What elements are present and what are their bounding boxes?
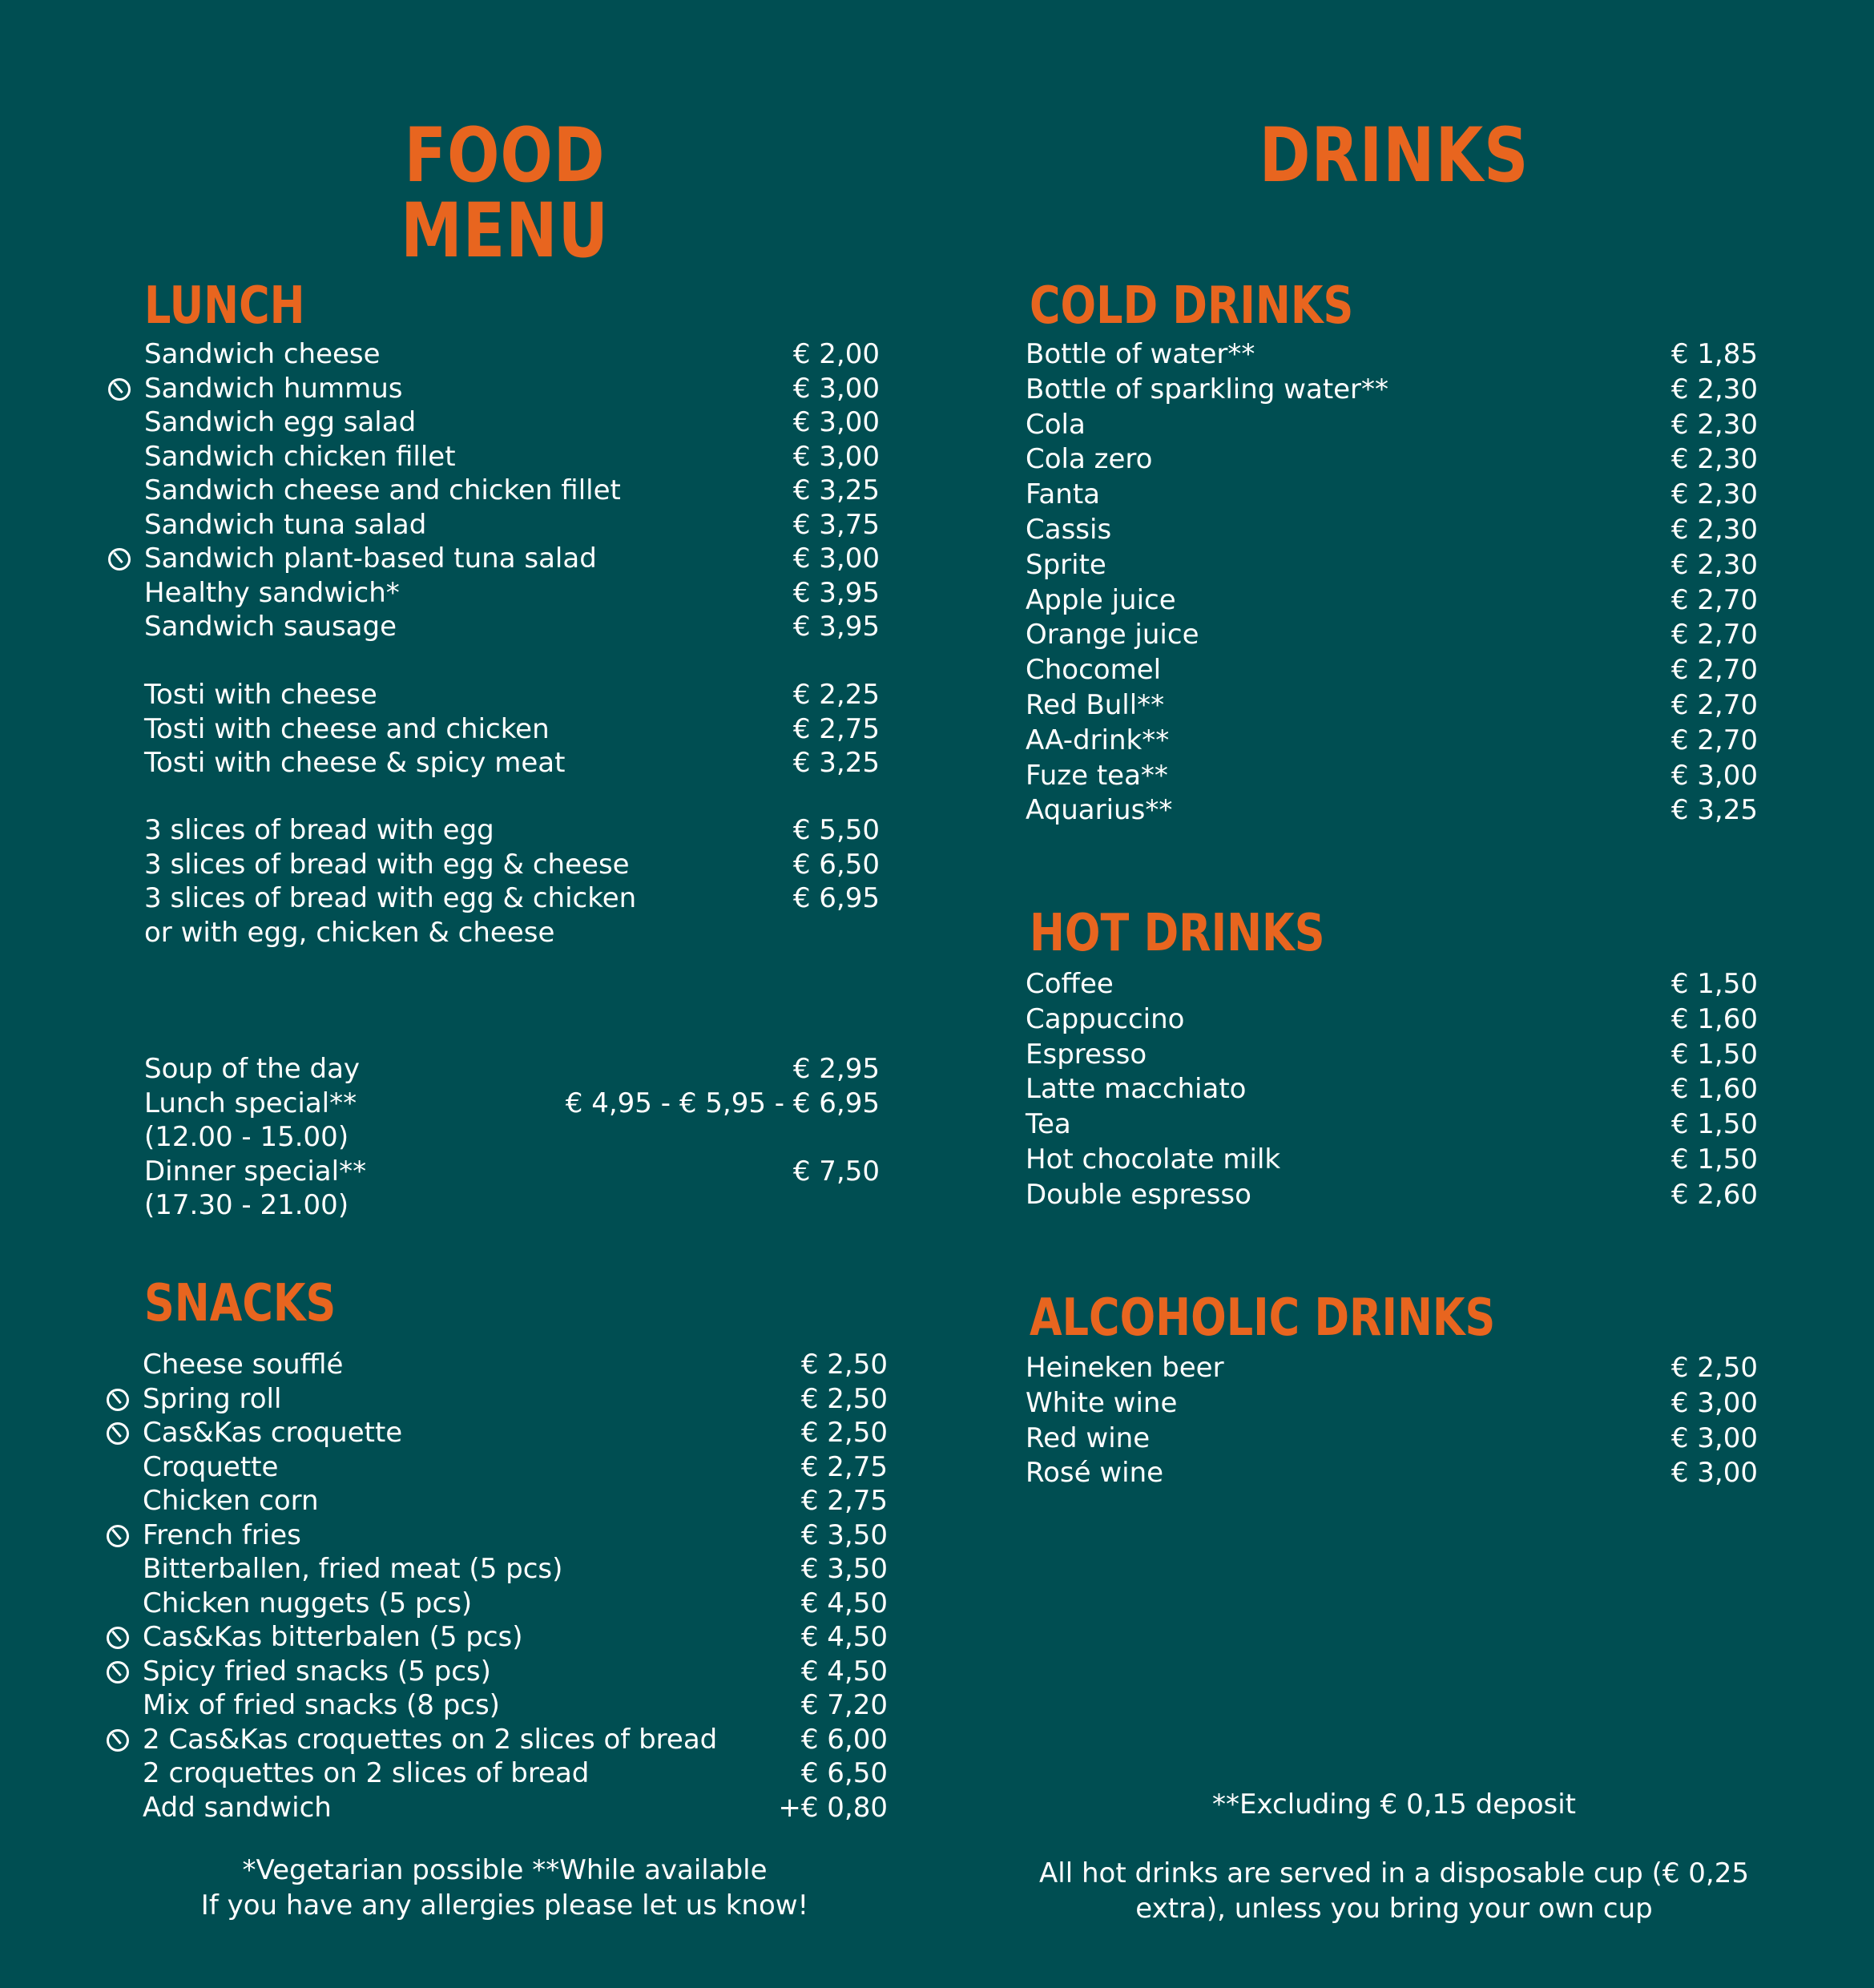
menu-item-price: € 3,00	[1670, 759, 1758, 792]
menu-item-name: Sandwich plant-based tuna salad	[144, 542, 597, 575]
menu-item	[1026, 794, 1758, 826]
menu-item-price: € 3,25	[792, 747, 880, 779]
menu-item	[143, 1757, 888, 1789]
menu-item	[144, 1087, 880, 1119]
menu-item-name: Soup of the day	[144, 1053, 361, 1085]
menu-item-price: € 4,50	[800, 1621, 888, 1653]
menu-item-name: Espresso	[1026, 1038, 1147, 1071]
menu-item	[144, 542, 880, 575]
menu-item-price: € 4,50	[800, 1587, 888, 1619]
menu-item-price: € 2,75	[792, 712, 880, 745]
menu-item	[144, 849, 880, 881]
menu-item-name: Hot chocolate milk	[1026, 1143, 1281, 1175]
menu-item-price: € 7,50	[792, 1155, 880, 1188]
menu-item-name: 2 croquettes on 2 slices of bread	[143, 1757, 590, 1789]
vegetarian-icon	[107, 1661, 129, 1684]
menu-item-price: € 3,75	[792, 508, 880, 541]
menu-item-name: Fuze tea**	[1026, 759, 1168, 792]
menu-item	[144, 406, 880, 438]
menu-item-price: € 2,75	[800, 1485, 888, 1517]
menu-item-name: Red wine	[1026, 1421, 1151, 1454]
cup-note-line2: extra), unless you bring your own cup	[1135, 1893, 1653, 1925]
menu-item	[1026, 409, 1758, 441]
menu-item	[144, 814, 880, 846]
menu-item	[1026, 373, 1758, 405]
menu-item	[143, 1724, 888, 1756]
menu-item-price: € 2,30	[1670, 548, 1758, 581]
menu-item-price: € 2,70	[1670, 654, 1758, 687]
menu-item	[143, 1655, 888, 1688]
menu-item-name: Aquarius**	[1026, 794, 1173, 827]
menu-item-price: € 3,50	[800, 1518, 888, 1551]
menu-item-price: € 3,00	[792, 406, 880, 438]
menu-item-price: € 6,00	[800, 1723, 888, 1756]
menu-item-name: Red Bull**	[1026, 689, 1165, 721]
menu-item-name: AA-drink**	[1026, 724, 1170, 756]
menu-item-price: € 2,30	[1670, 514, 1758, 546]
menu-item	[143, 1553, 888, 1585]
menu-item-name: Tosti with cheese	[144, 679, 377, 711]
menu-item	[1026, 1003, 1758, 1035]
menu-item-price: € 1,85	[1670, 338, 1758, 370]
menu-item-name: Cas&Kas bitterbalen (5 pcs)	[143, 1621, 523, 1653]
menu-item	[1026, 1387, 1758, 1419]
food-title-line1: FOOD	[404, 112, 606, 200]
menu-item-name: (12.00 - 15.00)	[144, 1121, 349, 1153]
menu-item-price: € 2,00	[792, 338, 880, 370]
menu-item-price: € 1,60	[1670, 1002, 1758, 1035]
menu-item-name: Dinner special**	[144, 1155, 367, 1188]
menu-item	[1026, 443, 1758, 475]
hot-drinks-heading: HOT DRINKS	[1030, 904, 1325, 963]
vegetarian-icon	[108, 378, 131, 401]
menu-item-price: € 3,00	[792, 372, 880, 405]
menu-item	[1026, 689, 1758, 721]
menu-item-name: Sandwich tuna salad	[144, 508, 427, 541]
food-footnote-line1: *Vegetarian possible **While available	[242, 1854, 768, 1886]
menu-item-name: Healthy sandwich*	[144, 576, 400, 609]
lunch-heading: LUNCH	[144, 276, 305, 336]
menu-item-name: Cassis	[1026, 514, 1112, 546]
menu-item-name: Chicken corn	[143, 1485, 319, 1517]
vegetarian-icon	[107, 1389, 129, 1411]
food-title-line2: MENU	[401, 188, 609, 275]
menu-item-name: Heineken beer	[1026, 1352, 1224, 1384]
menu-item	[143, 1383, 888, 1415]
menu-item-price: +€ 0,80	[778, 1791, 888, 1824]
deposit-note: **Excluding € 0,15 deposit	[1212, 1788, 1576, 1821]
menu-item-name: Sandwich egg salad	[144, 406, 417, 438]
menu-item-price: € 2,30	[1670, 478, 1758, 511]
menu-item-name: Mix of fried snacks (8 pcs)	[143, 1689, 500, 1721]
menu-item	[144, 713, 880, 745]
menu-item	[144, 917, 880, 949]
menu-item-price: € 2,30	[1670, 373, 1758, 405]
menu-item	[1026, 1457, 1758, 1489]
menu-item	[143, 1587, 888, 1619]
menu-item-name: Chicken nuggets (5 pcs)	[143, 1587, 473, 1619]
menu-item-name: 3 slices of bread with egg & chicken	[144, 882, 637, 914]
menu-item	[1026, 1352, 1758, 1384]
menu-item	[143, 1689, 888, 1721]
menu-item	[143, 1792, 888, 1824]
menu-item-price: € 3,50	[800, 1553, 888, 1585]
menu-item	[144, 338, 880, 370]
cold-drinks-heading: COLD DRINKS	[1030, 276, 1354, 336]
menu-item-name: Sandwich chicken fillet	[144, 440, 456, 473]
menu-item-name: 3 slices of bread with egg & cheese	[144, 848, 630, 881]
menu-item-price: € 4,95 - € 5,95 - € 6,95	[565, 1087, 880, 1119]
menu-item	[144, 509, 880, 541]
menu-item-price: € 3,00	[1670, 1386, 1758, 1419]
vegetarian-icon	[107, 1422, 129, 1445]
menu-item	[143, 1349, 888, 1381]
menu-item-price: € 2,50	[1670, 1352, 1758, 1384]
menu-item-name: Tea	[1026, 1108, 1071, 1141]
menu-item-price: € 2,75	[800, 1450, 888, 1483]
menu-item-price: € 2,70	[1670, 583, 1758, 616]
menu-item-name: Sprite	[1026, 548, 1106, 581]
menu-item-name: 3 slices of bread with egg	[144, 814, 494, 846]
menu-item	[1026, 1143, 1758, 1175]
menu-item-name: Spring roll	[143, 1382, 282, 1415]
menu-item-name: Tosti with cheese & spicy meat	[144, 747, 566, 779]
menu-item	[1026, 760, 1758, 792]
menu-item-price: € 2,70	[1670, 689, 1758, 721]
menu-item-price: € 3,25	[792, 474, 880, 506]
menu-item-price: € 2,95	[792, 1053, 880, 1085]
menu-item-name: or with egg, chicken & cheese	[144, 916, 555, 949]
menu-item	[144, 679, 880, 711]
menu-item	[1026, 338, 1758, 370]
menu-item	[1026, 584, 1758, 616]
menu-item-price: € 2,50	[800, 1382, 888, 1415]
menu-item-name: White wine	[1026, 1386, 1178, 1419]
menu-item-name: Latte macchiato	[1026, 1073, 1247, 1106]
menu-item	[1026, 1422, 1758, 1454]
menu-item	[143, 1519, 888, 1551]
menu-item-price: € 2,50	[800, 1349, 888, 1381]
menu-item-price: € 2,50	[800, 1417, 888, 1449]
menu-item-name: Cola	[1026, 408, 1086, 441]
food-footnote-line2: If you have any allergies please let us know!	[200, 1889, 809, 1921]
menu-item-name: Bottle of sparkling water**	[1026, 373, 1389, 405]
vegetarian-icon	[108, 548, 131, 571]
vegetarian-icon	[107, 1627, 129, 1649]
menu-item	[144, 474, 880, 506]
snacks-heading: SNACKS	[144, 1274, 337, 1333]
menu-item	[143, 1451, 888, 1483]
menu-item-name: 2 Cas&Kas croquettes on 2 slices of bread	[143, 1723, 718, 1756]
menu-item-name: Orange juice	[1026, 619, 1199, 651]
menu-item-price: € 1,50	[1670, 1108, 1758, 1141]
menu-item-price: € 2,70	[1670, 724, 1758, 756]
menu-item	[1026, 619, 1758, 651]
menu-item-name: Spicy fried snacks (5 pcs)	[143, 1655, 491, 1688]
menu-item-price: € 3,25	[1670, 794, 1758, 827]
menu-item	[1026, 724, 1758, 756]
menu-item-name: Sandwich cheese and chicken fillet	[144, 474, 621, 506]
menu-item-name: Bitterballen, fried meat (5 pcs)	[143, 1553, 563, 1585]
menu-item-price: € 2,30	[1670, 408, 1758, 441]
menu-item-name: Chocomel	[1026, 654, 1162, 687]
menu-item-price: € 5,50	[792, 814, 880, 846]
menu-item	[144, 1189, 880, 1221]
alcoholic-drinks-heading: ALCOHOLIC DRINKS	[1030, 1288, 1496, 1348]
menu-item-price: € 1,50	[1670, 1143, 1758, 1175]
menu-item	[144, 373, 880, 405]
menu-item	[1026, 654, 1758, 686]
menu-item	[144, 1121, 880, 1153]
menu-item-name: Sandwich sausage	[144, 611, 397, 643]
menu-item-name: Sandwich hummus	[144, 372, 403, 405]
menu-item-name: Rosé wine	[1026, 1457, 1164, 1490]
menu-item-name: Cappuccino	[1026, 1002, 1185, 1035]
menu-item-name: Tosti with cheese and chicken	[144, 712, 550, 745]
menu-item-price: € 3,00	[1670, 1421, 1758, 1454]
menu-item-price: € 3,00	[1670, 1457, 1758, 1490]
menu-item-name: Fanta	[1026, 478, 1100, 511]
menu-item-name: (17.30 - 21.00)	[144, 1189, 349, 1221]
vegetarian-icon	[107, 1729, 129, 1752]
food-menu-title	[400, 112, 610, 275]
menu-item-price: € 6,50	[800, 1757, 888, 1789]
menu-item	[1026, 1038, 1758, 1071]
menu-item-price: € 6,95	[792, 882, 880, 914]
menu-item	[143, 1621, 888, 1653]
menu-item-price: € 3,00	[792, 440, 880, 473]
menu-item	[1026, 968, 1758, 1000]
menu-item	[1026, 1108, 1758, 1140]
menu-item-name: Add sandwich	[143, 1791, 332, 1824]
menu-item-name: Cola zero	[1026, 443, 1153, 476]
menu-item	[1026, 1073, 1758, 1105]
menu-item-name: Lunch special**	[144, 1087, 357, 1119]
menu-item-name: Cheese soufflé	[143, 1349, 344, 1381]
vegetarian-icon	[107, 1525, 129, 1547]
menu-item-price: € 2,25	[792, 679, 880, 711]
menu-item-price: € 2,30	[1670, 443, 1758, 476]
menu-item-name: Sandwich cheese	[144, 338, 381, 370]
menu-item	[144, 882, 880, 914]
menu-item	[1026, 478, 1758, 510]
menu-item-price: € 2,60	[1670, 1178, 1758, 1211]
menu-item	[1026, 514, 1758, 546]
menu-item	[143, 1417, 888, 1449]
menu-item-price: € 1,60	[1670, 1073, 1758, 1106]
menu-item-name: French fries	[143, 1518, 301, 1551]
menu-item-price: € 7,20	[800, 1689, 888, 1721]
menu-item	[1026, 549, 1758, 581]
menu-item	[144, 611, 880, 643]
menu-item-price: € 2,70	[1670, 619, 1758, 651]
menu-item	[144, 441, 880, 473]
menu-item-price: € 3,00	[792, 542, 880, 575]
menu-item-price: € 3,95	[792, 611, 880, 643]
menu-item-price: € 4,50	[800, 1655, 888, 1688]
menu-item-name: Apple juice	[1026, 583, 1176, 616]
drinks-title: DRINKS	[1259, 112, 1529, 200]
menu-item-price: € 3,95	[792, 576, 880, 609]
menu-item	[143, 1485, 888, 1517]
menu-item-name: Croquette	[143, 1450, 279, 1483]
menu-item	[144, 577, 880, 609]
food-footnote	[144, 1853, 865, 1923]
menu-item-price: € 1,50	[1670, 1038, 1758, 1071]
menu-item-name: Cas&Kas croquette	[143, 1417, 403, 1449]
menu-item	[144, 747, 880, 779]
menu-item-name: Coffee	[1026, 968, 1114, 1000]
cup-note	[1026, 1856, 1763, 1926]
menu-item-name: Double espresso	[1026, 1178, 1251, 1211]
menu-item-price: € 6,50	[792, 848, 880, 881]
menu-item	[144, 1053, 880, 1085]
menu-item	[144, 1155, 880, 1188]
menu-item	[1026, 1179, 1758, 1211]
cup-note-line1: All hot drinks are served in a disposable cup (€ 0,25	[1039, 1857, 1749, 1889]
menu-item-price: € 1,50	[1670, 968, 1758, 1000]
menu-item-name: Bottle of water**	[1026, 338, 1255, 370]
